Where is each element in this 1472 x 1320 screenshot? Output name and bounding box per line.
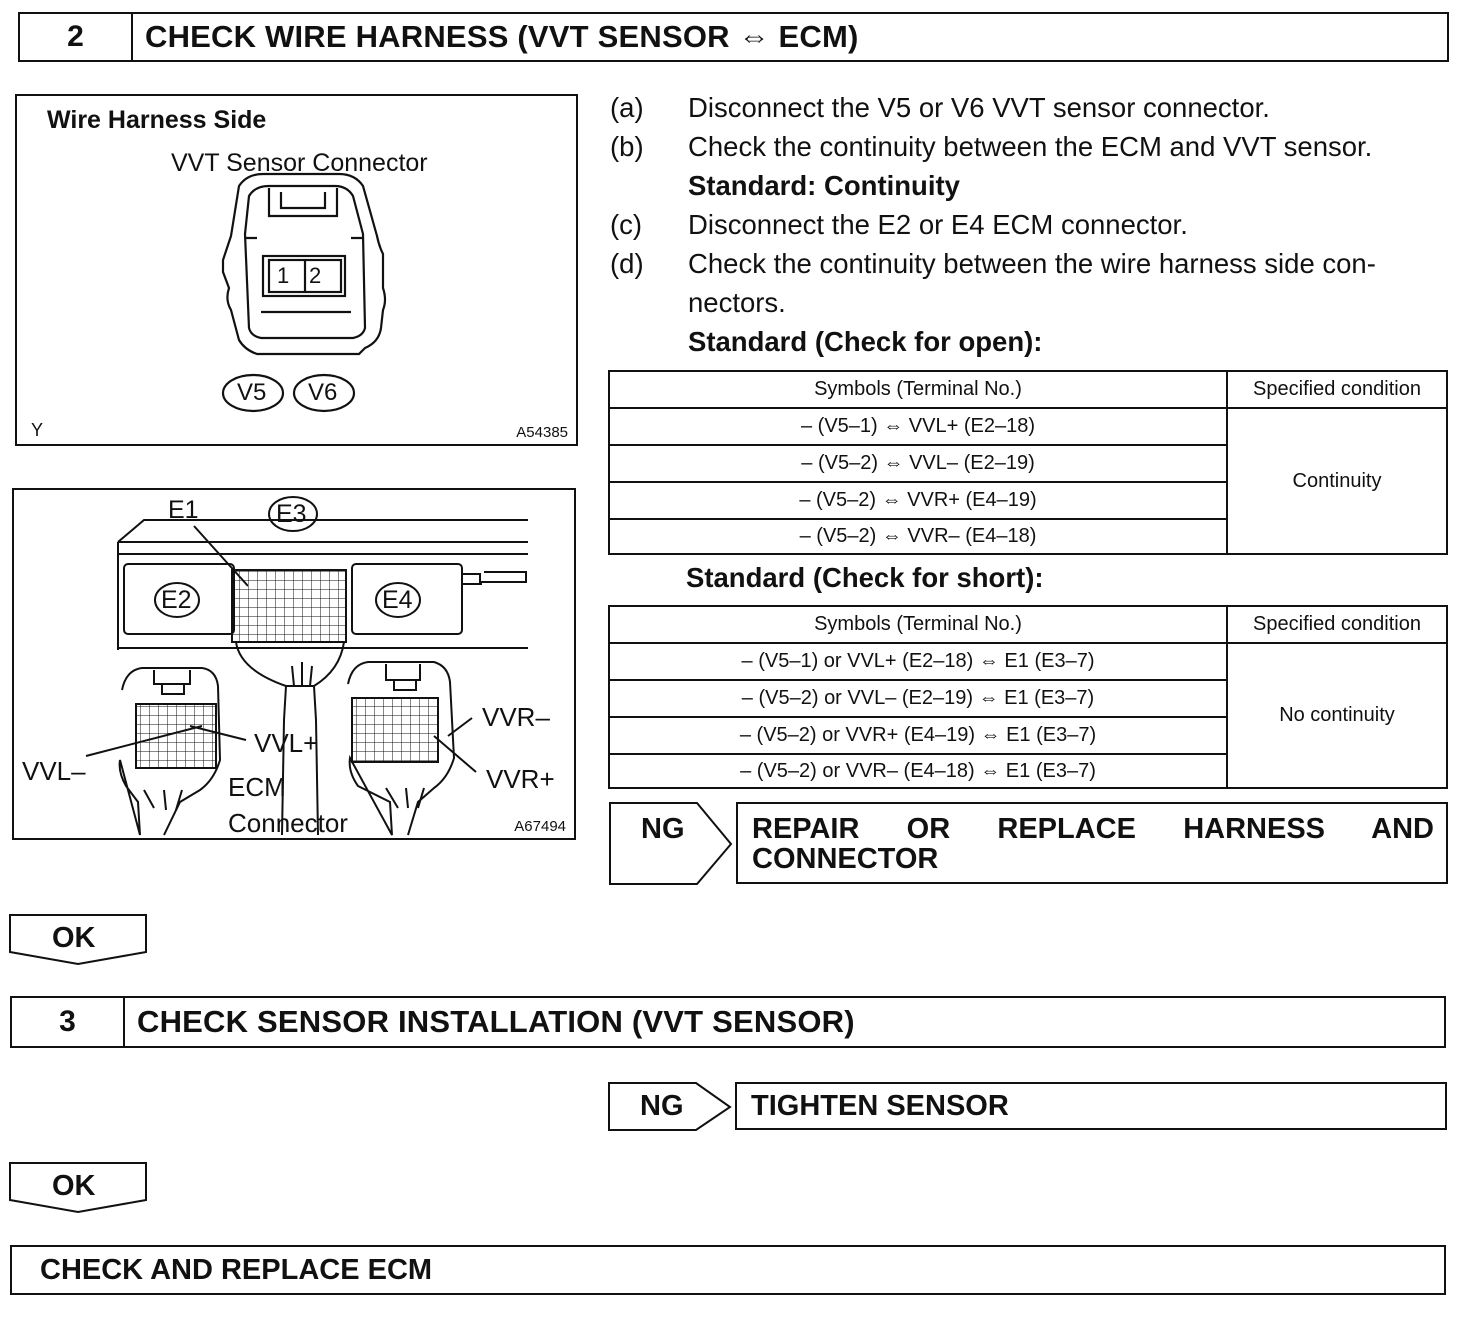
table-cell: – (V5–1) ⇔ VVL+ (E2–18) (609, 408, 1227, 445)
procedure-step-b (610, 127, 1460, 166)
procedure-step-d (610, 244, 1460, 283)
label-e4: E4 (382, 586, 413, 614)
label-vvl-minus: VVL– (22, 756, 86, 786)
column-header: Specified condition (1227, 606, 1447, 643)
table-cell: – (V5–2) or VVR– (E4–18) ⇔ E1 (E3–7) (609, 754, 1227, 788)
step-title: CHECK WIRE HARNESS (VVT SENSOR ⇔ ECM) (145, 19, 859, 54)
final-action-text: CHECK AND REPLACE ECM (40, 1254, 433, 1286)
pin-1-label: 1 (277, 263, 290, 288)
label-e2: E2 (161, 586, 192, 614)
label-vvl-plus: VVL+ (254, 728, 319, 758)
step-label: (a) (610, 92, 644, 123)
step-text: Check the continuity between the wire harness side con- (688, 248, 1376, 279)
tighten-sensor-box (735, 1082, 1447, 1130)
figure-subheading: VVT Sensor Connector (171, 149, 428, 177)
table-cell: – (V5–2) ⇔ VVL– (E2–19) (609, 445, 1227, 482)
action-text: REPAIR OR REPLACE HARNESS AND CONNECTOR (752, 813, 1434, 875)
figure-corner-mark: Y (31, 420, 44, 440)
step-label: (d) (610, 248, 644, 279)
repair-harness-box (736, 802, 1448, 884)
pin-2-label: 2 (309, 263, 322, 288)
label-connector: Connector (228, 808, 348, 838)
column-header: Specified condition (1227, 371, 1447, 408)
action-text: TIGHTEN SENSOR (751, 1090, 1009, 1122)
step-text: Disconnect the E2 or E4 ECM connector. (688, 209, 1188, 240)
step-number: 3 (12, 998, 125, 1046)
table-cell: – (V5–2) or VVR+ (E4–19) ⇔ E1 (E3–7) (609, 717, 1227, 754)
table-cell: – (V5–2) ⇔ VVR+ (E4–19) (609, 482, 1227, 519)
table-cell: – (V5–2) ⇔ VVR– (E4–18) (609, 519, 1227, 554)
step-text: Disconnect the V5 or V6 VVT sensor connector. (688, 92, 1270, 123)
short-check-table (608, 605, 1448, 789)
standard-continuity: Standard: Continuity (688, 170, 960, 201)
standard-short-heading: Standard (Check for short): (686, 562, 1044, 593)
connector-v6-label: V6 (308, 379, 338, 406)
figure-id: A54385 (516, 424, 568, 441)
replace-ecm-box (10, 1245, 1446, 1295)
step-title: CHECK SENSOR INSTALLATION (VVT SENSOR) (137, 1004, 855, 1039)
table-cell: – (V5–2) or VVL– (E2–19) ⇔ E1 (E3–7) (609, 680, 1227, 717)
ok-label: OK (52, 1170, 96, 1202)
label-vvr-plus: VVR+ (486, 764, 555, 794)
column-header: Symbols (Terminal No.) (609, 606, 1227, 643)
figure-heading: Wire Harness Side (47, 106, 267, 134)
label-e1: E1 (168, 496, 199, 524)
figure-ecm-connector (12, 488, 576, 840)
label-ecm: ECM (228, 772, 286, 802)
procedure-step-a (610, 88, 1460, 127)
figure-vvt-sensor-connector (15, 94, 578, 446)
condition-cell: Continuity (1227, 408, 1447, 554)
label-vvr-minus: VVR– (482, 702, 550, 732)
step-label: (c) (610, 209, 643, 240)
step-text: Check the continuity between the ECM and VVT sensor. (688, 131, 1373, 162)
step-2-header (18, 12, 1449, 62)
ng-label: NG (640, 1090, 684, 1122)
standard-open-heading: Standard (Check for open): (688, 326, 1043, 357)
step-text-continued: nectors. (688, 287, 786, 318)
connector-v5-label: V5 (237, 379, 267, 406)
procedure-steps (610, 88, 1460, 361)
step-3-header (10, 996, 1446, 1048)
step-label: (b) (610, 131, 644, 162)
column-header: Symbols (Terminal No.) (609, 371, 1227, 408)
table-cell: – (V5–1) or VVL+ (E2–18) ⇔ E1 (E3–7) (609, 643, 1227, 680)
figure-id: A67494 (514, 818, 566, 835)
condition-cell: No continuity (1227, 643, 1447, 788)
procedure-step-c (610, 205, 1460, 244)
open-check-table (608, 370, 1448, 555)
connector-drawing (17, 96, 580, 448)
step-number: 2 (20, 14, 133, 60)
ok-label: OK (52, 922, 96, 954)
ng-label: NG (641, 813, 685, 845)
label-e3: E3 (276, 500, 307, 528)
